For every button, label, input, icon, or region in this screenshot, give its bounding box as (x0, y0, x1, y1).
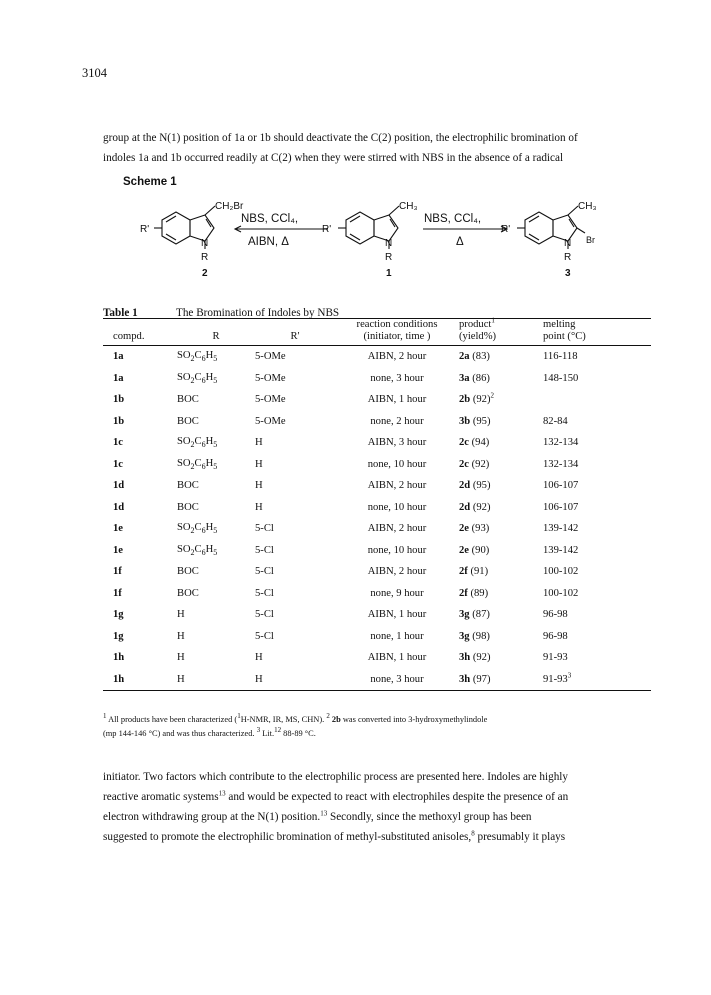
arrow-label: NBS, CCl₄, (241, 213, 299, 225)
cell-r: H (177, 652, 185, 664)
atom-label: N (564, 238, 572, 249)
product-id: 2d (459, 480, 471, 492)
header-r-prime: R' (255, 331, 335, 346)
footnote-marker: 3 (256, 726, 261, 735)
cell-r: $SO_2C_6H_5$ (177, 522, 218, 536)
footnote-marker: 3 (567, 671, 572, 680)
cell-compd: 1f (113, 566, 122, 578)
cell-product: 2d (95) (459, 480, 491, 492)
product-id: 2f (459, 566, 468, 578)
header-melting: melting (543, 319, 651, 332)
header-initiator-time: (initiator, time ) (335, 331, 459, 346)
header-cell (103, 319, 177, 332)
cell-r-prime: 5-OMe (255, 372, 286, 384)
footnote-text: Lit. (260, 729, 275, 738)
cell-conditions: none, 10 hour (367, 501, 427, 513)
cell-melting-point: 100-102 (543, 587, 579, 599)
intro-paragraph (103, 128, 651, 168)
cell-r: $SO_2C_6H_5$ (177, 457, 218, 471)
cell-product: 2e (90) (459, 544, 490, 556)
cell-conditions: AIBN, 2 hour (367, 566, 427, 578)
product-id: 2d (459, 501, 471, 513)
cell-r: H (177, 669, 255, 691)
substituent-label: CH₃ (578, 201, 597, 212)
table-row (103, 669, 651, 691)
cell-conditions: AIBN, 2 hour (367, 351, 427, 363)
product-id: 3h (459, 673, 471, 685)
product-id: 3g (459, 609, 470, 621)
cell-r: $SO_2C_6H_5$ (177, 543, 218, 557)
body-line: reactive aromatic systems$^{13}$ and would be expected to react with electrophiles despite the presence of an (103, 789, 569, 803)
product-id: 2b (459, 394, 471, 406)
table-row (103, 368, 651, 390)
cell-conditions: none, 10 hour (367, 544, 427, 556)
superscript: 1 (237, 712, 241, 721)
product-id: 2a (459, 351, 470, 363)
body-paragraph (103, 767, 651, 847)
footnote-text: All products have been characterized ( (106, 715, 238, 724)
cell-melting-point: 139-142 (543, 523, 579, 535)
cell-r: BOC (177, 566, 199, 578)
header-conditions: reaction conditions (335, 319, 459, 332)
cell-conditions: AIBN, 1 hour (367, 609, 427, 621)
header-product-text: product (459, 319, 492, 330)
intro-line (103, 128, 651, 148)
cell-compd: 1a (113, 351, 124, 363)
cell-product: 2c (94) (459, 437, 490, 449)
cell-conditions: none, 3 hour (370, 372, 424, 384)
cell-product: 3g (87) (459, 609, 490, 621)
footnote-marker: 2 (326, 712, 330, 721)
cell-product: 3b (95) (459, 415, 491, 427)
footnote-marker: 2 (490, 391, 495, 400)
product-id: 3h (459, 652, 471, 664)
substituent-label: R (564, 252, 572, 263)
table-header-row (103, 319, 651, 332)
arrow-label: Δ (456, 236, 464, 248)
cell-r-prime: 5-Cl (255, 544, 274, 556)
cell-product: 2b $(92)^2$ (459, 391, 495, 406)
table-footnote (103, 713, 651, 741)
table-row (103, 604, 651, 626)
table-row (103, 540, 651, 562)
footnote-text: H-NMR, IR, MS, CHN). (240, 715, 327, 724)
table-row (103, 475, 651, 497)
cell-melting-point: 100-102 (543, 566, 579, 578)
cell-r: $SO_2C_6H_5$ (177, 371, 218, 385)
substituent-label: R' (501, 224, 511, 235)
cell-r-prime: 5-Cl (255, 630, 274, 642)
reaction-scheme (100, 195, 620, 287)
compound-number: 2 (202, 268, 208, 279)
cell-melting-point: 82-84 (543, 415, 568, 427)
table-row (103, 583, 651, 605)
body-line: suggested to promote the electrophilic bromination of methyl-substituted anisoles,$^8$ presumably it plays (103, 829, 566, 843)
indole-structure-3 (517, 206, 585, 249)
compound-number: 1 (386, 268, 392, 279)
product-id: 2e (459, 523, 469, 535)
table-row (103, 454, 651, 476)
cell-r: H (177, 609, 185, 621)
header-product (459, 316, 543, 332)
cell-melting-point: 116-118 (543, 351, 578, 363)
intro-line (103, 148, 651, 168)
table-row (103, 626, 651, 648)
cell-product: 3h (97) (459, 669, 543, 691)
cell-compd: 1e (113, 544, 123, 556)
cell-compd: 1a (113, 372, 124, 384)
cell-product: 3g (98) (459, 630, 490, 642)
substituent-label: CH₃ (399, 201, 418, 212)
footnote-text: (mp 144-146 °C) and was thus characterized. (103, 729, 257, 738)
scheme-title: Scheme 1 (123, 176, 177, 188)
cell-r-prime: 5-OMe (255, 394, 286, 406)
footnote-line (103, 713, 651, 727)
compound-ref: 2b (331, 715, 341, 724)
cell-r: BOC (177, 394, 199, 406)
cell-compd: 1d (113, 501, 125, 513)
footnote-marker: 1 (491, 316, 495, 325)
table-caption: The Bromination of Indoles by NBS (176, 307, 340, 319)
substituent-label: R (201, 252, 209, 263)
cell-conditions: none, 9 hour (370, 587, 424, 599)
intro-line-text: group at the N(1) position of 1a or 1b should deactivate the C(2) position, the electrophilic bromination of (103, 132, 578, 144)
cell-compd: 1b (113, 394, 125, 406)
product-id: 2c (459, 437, 469, 449)
body-line: electron withdrawing group at the N(1) position.$^{13}$ Secondly, since the methoxyl group has been (103, 809, 532, 823)
footnote-marker: 1 (103, 712, 107, 721)
arrow-label: NBS, CCl₄, (424, 213, 482, 225)
cell-conditions: AIBN, 2 hour (367, 523, 427, 535)
cell-melting-point (543, 389, 651, 411)
cell-melting-point: 148-150 (543, 372, 579, 384)
cell-conditions: none, 10 hour (367, 458, 427, 470)
cell-compd: 1g (113, 609, 124, 621)
table-row (103, 497, 651, 519)
cell-product: 2c (92) (459, 458, 490, 470)
cell-r-prime: H (255, 501, 263, 513)
cell-conditions: AIBN, 2 hour (367, 480, 427, 492)
cell-r: $SO_2C_6H_5$ (177, 350, 218, 364)
header-point: point (°C) (543, 331, 651, 346)
table-row (103, 346, 651, 368)
cell-compd: 1h (103, 669, 177, 691)
cell-r-prime: H (255, 652, 263, 664)
table-row (103, 647, 651, 669)
page-number: 3104 (82, 66, 107, 80)
compound-number: 3 (565, 268, 571, 279)
product-id: 2e (459, 544, 469, 556)
cell-conditions: none, 1 hour (370, 630, 424, 642)
cell-melting-point: 139-142 (543, 544, 579, 556)
cell-r: $SO_2C_6H_5$ (177, 436, 218, 450)
product-id: 3a (459, 372, 470, 384)
reference-marker: 12 (274, 726, 282, 735)
cell-melting-point: $91-93^3$ (543, 669, 651, 691)
cell-r-prime: 5-Cl (255, 587, 274, 599)
cell-r-prime: 5-OMe (255, 415, 286, 427)
product-id: 3b (459, 415, 471, 427)
cell-conditions: AIBN, 3 hour (367, 437, 427, 449)
arrow-label: AIBN, Δ (248, 236, 289, 248)
cell-compd: 1f (113, 587, 122, 599)
intro-line-text: indoles 1a and 1b occurred readily at C(2) when they were stirred with NBS in the absence of a radical (103, 152, 564, 164)
cell-compd: 1b (113, 415, 125, 427)
product-id: 2f (459, 587, 468, 599)
cell-conditions: AIBN, 1 hour (367, 652, 427, 664)
product-id: 3g (459, 630, 470, 642)
substituent-label: Br (586, 235, 595, 245)
cell-r-prime: 5-OMe (255, 351, 286, 363)
cell-r: H (177, 630, 185, 642)
cell-product: 2e (93) (459, 523, 490, 535)
cell-r: BOC (177, 480, 199, 492)
header-compd: compd. (103, 331, 177, 346)
cell-melting-point: 91-93 (543, 652, 568, 664)
cell-conditions: none, 3 hour (335, 669, 459, 691)
product-id: 2c (459, 458, 469, 470)
cell-compd: 1g (113, 630, 124, 642)
cell-r: BOC (177, 415, 199, 427)
table-row (103, 432, 651, 454)
cell-product: 2d (92) (459, 501, 491, 513)
cell-product: 2f (89) (459, 587, 489, 599)
citation-marker: 13 (320, 809, 328, 818)
table-row (103, 561, 651, 583)
header-cell (255, 319, 335, 332)
cell-conditions: none, 2 hour (370, 415, 424, 427)
table-row (103, 411, 651, 433)
footnote-line (103, 727, 651, 741)
cell-compd: 1d (113, 480, 125, 492)
cell-melting-point: 132-134 (543, 437, 579, 449)
cell-product: 3h (92) (459, 652, 491, 664)
table-label: Table 1 (103, 307, 138, 319)
cell-r-prime: H (255, 669, 335, 691)
cell-product: 2a (83) (459, 351, 490, 363)
cell-r: BOC (177, 501, 199, 513)
header-cell (177, 319, 255, 332)
citation-marker: 13 (218, 789, 226, 798)
substituent-label: R' (140, 224, 150, 235)
substituent-label: R (385, 252, 393, 263)
cell-conditions: AIBN, 1 hour (367, 394, 427, 406)
cell-product: 3a (86) (459, 372, 490, 384)
cell-melting-point: 96-98 (543, 609, 568, 621)
substituent-label: CH₂Br (215, 201, 244, 212)
header-r: R (177, 331, 255, 346)
cell-product: 2f (91) (459, 566, 489, 578)
cell-compd: 1h (113, 652, 125, 664)
bromination-table (103, 318, 651, 691)
cell-melting-point: 132-134 (543, 458, 579, 470)
cell-r-prime: H (255, 437, 263, 449)
cell-compd: 1c (113, 458, 123, 470)
footnote-text: 88-89 °C. (281, 729, 316, 738)
cell-r-prime: 5-Cl (255, 609, 274, 621)
substituent-label: R' (322, 224, 332, 235)
cell-r-prime: H (255, 480, 263, 492)
cell-compd: 1e (113, 523, 123, 535)
table-row (103, 518, 651, 540)
cell-r-prime: H (255, 458, 263, 470)
cell-r-prime: 5-Cl (255, 566, 274, 578)
cell-melting-point: 106-107 (543, 501, 579, 513)
atom-label: N (201, 238, 209, 249)
cell-r: BOC (177, 587, 199, 599)
footnote-text: was converted into 3-hydroxymethylindole (340, 715, 488, 724)
atom-label: N (385, 238, 393, 249)
cell-compd: 1c (113, 437, 123, 449)
body-line: initiator. Two factors which contribute to the electrophilic process are presented here. Indoles are highly (103, 771, 568, 783)
table-row (103, 389, 651, 411)
cell-melting-point: 96-98 (543, 630, 568, 642)
cell-r-prime: 5-Cl (255, 523, 274, 535)
cell-melting-point: 106-107 (543, 480, 579, 492)
citation-marker: 8 (471, 829, 475, 838)
header-yield: (yield%) (459, 331, 543, 346)
table-header-row (103, 331, 651, 346)
